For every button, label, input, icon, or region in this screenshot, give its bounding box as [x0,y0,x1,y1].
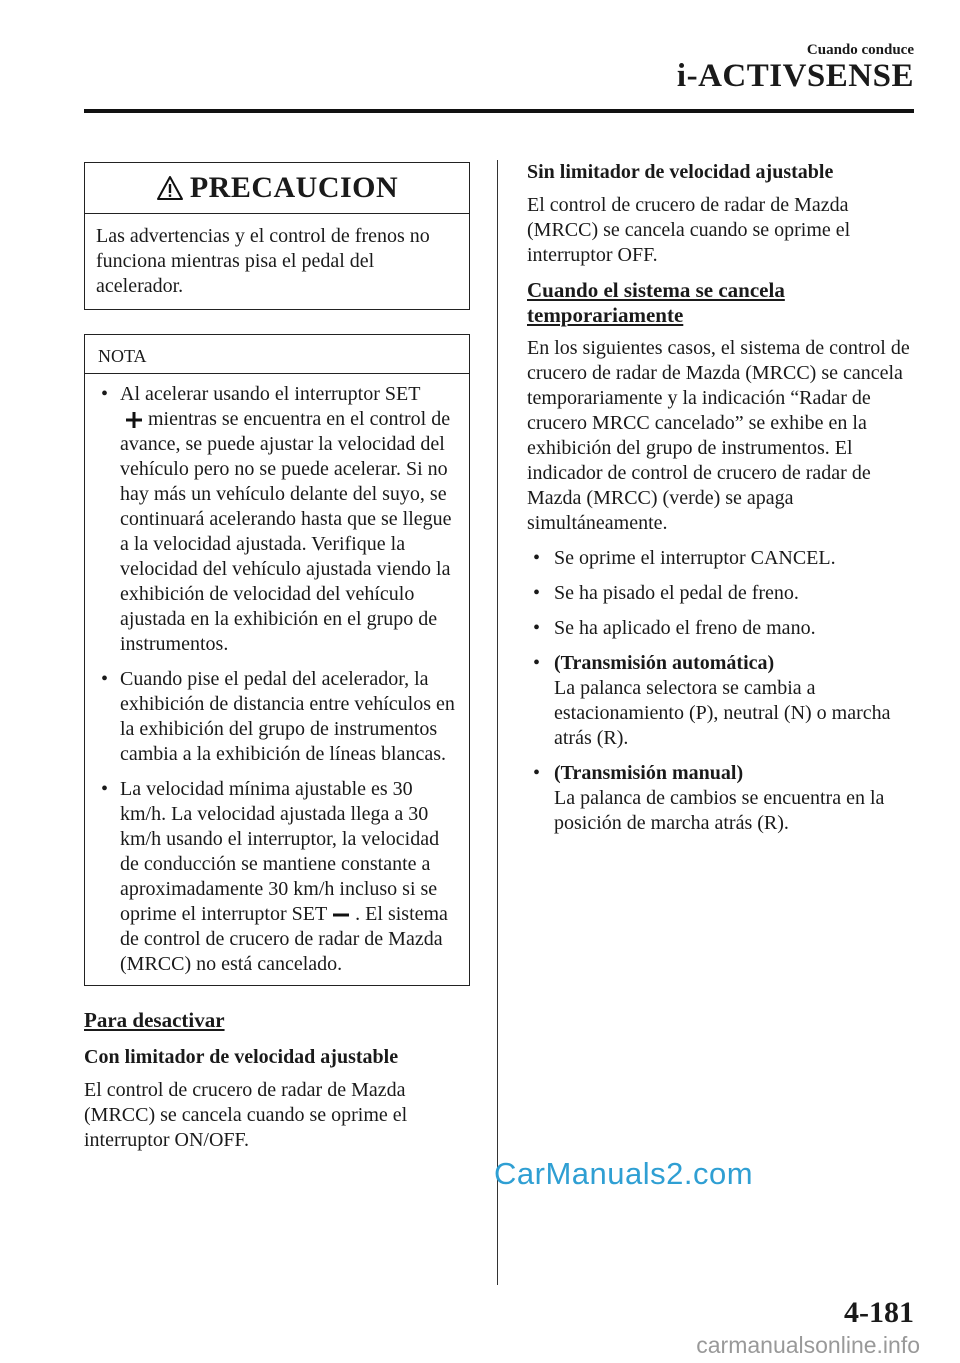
note-item-text: mientras se encuentra en el control de avance, se puede ajustar la velocidad del vehículo pero no se puede acelerar. Si no hay más un vehículo delante del suyo, se continuará acelerando hasta que se llegue a la velocidad ajustada. Verifique la velocidad del vehículo ajustada viendo la exhibición de velocidad del vehículo ajustada en la exhibición en el grupo de instrumentos. [120,408,452,655]
note-item [85,667,461,767]
bullet: • [101,668,109,690]
note-item [85,382,461,657]
list-item-text: La palanca selectora se cambia a estacionamiento (P), neutral (N) o marcha atrás (R). [554,677,891,749]
chapter-title: Cuando conduce [806,42,914,58]
bullet: • [533,762,541,784]
list-item [527,581,917,606]
note-list [85,374,469,985]
temporary-heading-line1: Cuando el sistema se cancela [527,278,785,302]
left-column [84,162,470,1153]
list-item-heading: (Transmisión manual) [554,762,744,784]
plus-icon [126,412,142,428]
caution-title: PRECAUCION [189,171,399,204]
limiter-text: El control de crucero de radar de Mazda (MRCC) se cancela cuando se oprime el interruptor ON/OFF. [84,1079,408,1151]
note-item [85,777,461,977]
header-rule [84,109,914,113]
note-item-text: . El sistema de control de crucero de radar de Mazda (MRCC) no está cancelado. [120,903,448,975]
list-item-text: Se ha aplicado el freno de mano. [554,617,816,639]
watermark-logo: CarManuals2.com [494,1156,754,1191]
column-divider [497,160,498,1285]
list-item-text: Se oprime el interruptor CANCEL. [554,547,836,569]
note-item-text: La velocidad mínima ajustable es 30 km/h. La velocidad ajustada llega a 30 km/h usando el interruptor, la velocidad de conducción se mantiene constante a aproximadamente 30 km/h incluso si se oprime el interruptor SET [120,778,440,925]
note-item-text: Al acelerar usando el interruptor SET [120,383,421,405]
cancel-conditions-list [527,546,917,836]
temporary-heading [527,278,917,328]
no-limiter-text: El control de crucero de radar de Mazda (MRCC) se cancela cuando se oprime el interruptor OFF. [527,194,851,266]
bullet: • [533,582,541,604]
temporary-heading-line2: temporariamente [527,303,684,327]
page-number: 4-181 [844,1296,914,1329]
list-item-heading: (Transmisión automática) [554,652,775,674]
list-item [527,546,917,571]
bullet: • [533,617,541,639]
bullet: • [533,547,541,569]
bullet: • [101,383,109,405]
limiter-subheading: Con limitador de velocidad ajustable [84,1046,399,1068]
minus-icon [333,907,349,923]
section-title: i-ACTIVSENSE [676,58,914,94]
bullet: • [101,778,109,800]
note-item-text: Cuando pise el pedal del acelerador, la exhibición de distancia entre vehículos en la exhibición del grupo de instrumentos cambia a la exhibición de líneas blancas. [120,668,455,765]
temporary-text: En los siguientes casos, el sistema de control de crucero de radar de Mazda (MRCC) se cancela temporariamente y la indicación “Radar de crucero MRCC cancelado” se exhibe en la exhibición del grupo de instrumentos. El indicador de control de crucero de radar de Mazda (MRCC) (verde) se apaga simultáneamente. [527,337,910,534]
right-column [527,160,917,846]
note-title: NOTA [85,335,469,374]
bullet: • [533,652,541,674]
list-item [527,616,917,641]
list-item [527,761,917,836]
footer-watermark: carmanualsonline.info [696,1332,920,1358]
warning-icon [156,175,184,201]
caution-header [85,163,469,214]
caution-text: Las advertencias y el control de frenos no funciona mientras pisa el pedal del acelerador. [96,225,430,297]
list-item-text: Se ha pisado el pedal de freno. [554,582,799,604]
list-item-text: La palanca de cambios se encuentra en la posición de marcha atrás (R). [554,787,885,834]
list-item [527,651,917,751]
note-box [84,334,470,986]
caution-box [84,162,470,310]
no-limiter-subheading: Sin limitador de velocidad ajustable [527,161,834,183]
deactivate-heading: Para desactivar [84,1008,225,1032]
